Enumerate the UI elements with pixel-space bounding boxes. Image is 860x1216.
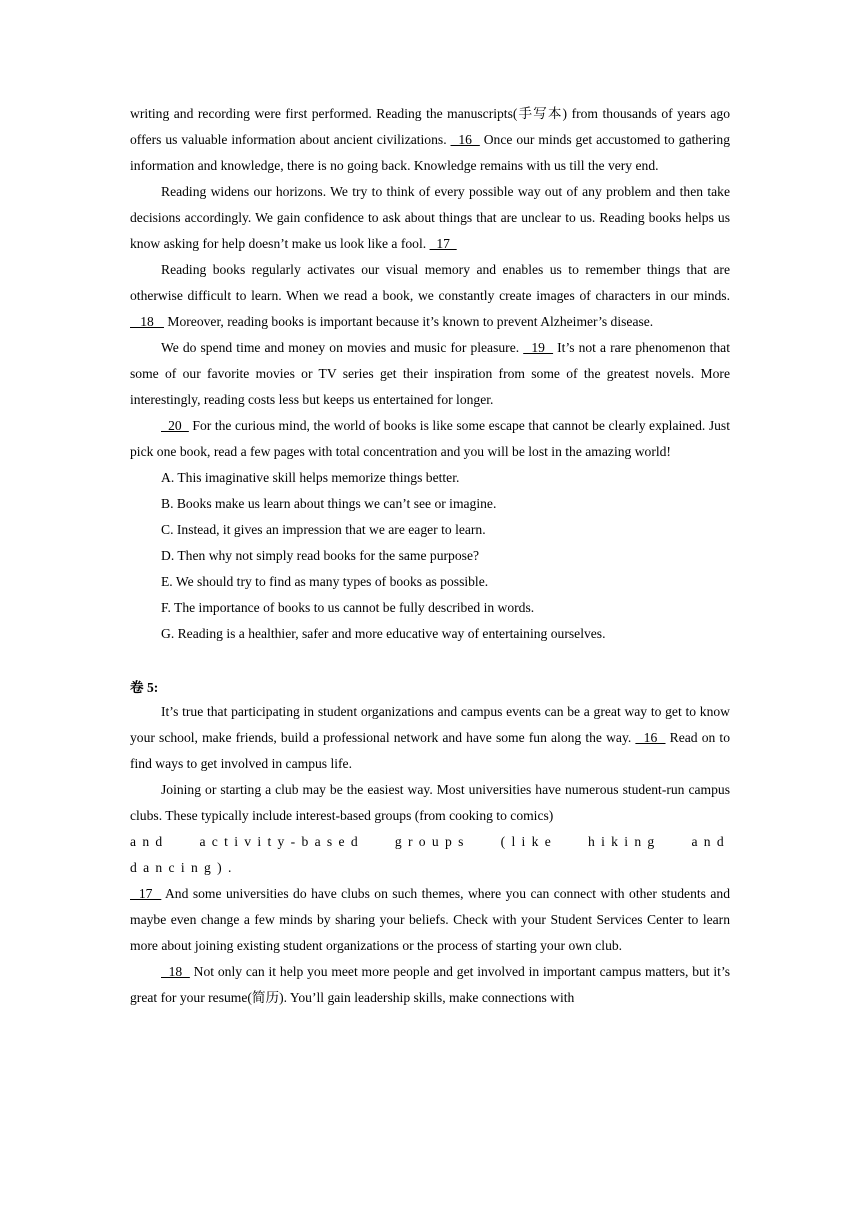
p4-paragraph-2 bbox=[130, 179, 730, 257]
p5-p3-text-1: Not only can it help you meet more people and get involved in important campus matters, but it’s great for your resume(简历). You’ll gain leadership skills, make connections with bbox=[130, 964, 731, 1005]
p4-paragraph-5 bbox=[130, 413, 730, 465]
section-heading: 卷 5: bbox=[130, 680, 159, 695]
blank-17: 17 bbox=[429, 236, 457, 251]
p5-paragraph-1 bbox=[130, 699, 730, 777]
p5-paragraph-2 bbox=[130, 777, 730, 829]
p4-p2-text-1: Reading widens our horizons. We try to think of every possible way out of any problem and then take decisions accordingly. We gain confidence to ask about things that are unclear to us. Reading books helps us know asking for help doesn’t make us look like a fool. bbox=[130, 184, 730, 251]
option-e: E. We should try to find as many types of books as possible. bbox=[161, 574, 489, 589]
section-spacer bbox=[130, 647, 730, 677]
option-c: C. Instead, it gives an impression that we are eager to learn. bbox=[161, 522, 486, 537]
option-d: D. Then why not simply read books for the same purpose? bbox=[161, 548, 480, 563]
p5-paragraph-3 bbox=[130, 959, 730, 1011]
p4-paragraph-1 bbox=[130, 101, 730, 179]
p5-p2-text-1: Joining or starting a club may be the easiest way. Most universities have numerous student-run campus clubs. These typically include interest-based groups (from cooking to comics) bbox=[130, 782, 730, 823]
blank-16: 16 bbox=[450, 132, 480, 147]
p5-paragraph-2-continued bbox=[130, 881, 730, 959]
option-a: A. This imaginative skill helps memorize things better. bbox=[161, 470, 460, 485]
p4-p3-text-2: Moreover, reading books is important because it’s known to prevent Alzheimer’s disease. bbox=[163, 314, 654, 329]
blank-17: 17 bbox=[130, 886, 162, 901]
p4-paragraph-3 bbox=[130, 257, 730, 335]
p4-p5-text-1: For the curious mind, the world of books is like some escape that cannot be clearly explained. Just pick one book, read a few pages with total concentration and you will be lost in the amazing world! bbox=[130, 418, 730, 459]
p4-paragraph-4 bbox=[130, 335, 730, 413]
p4-p3-text-1: Reading books regularly activates our visual memory and enables us to remember things that are otherwise difficult to learn. When we read a book, we constantly create images of characters in our minds. bbox=[130, 262, 730, 303]
blank-18: 18 bbox=[161, 964, 190, 979]
p4-p1-text-2: Once our minds get accustomed to gathering information and knowledge, there is no going back. Knowledge remains with us till the very end. bbox=[130, 132, 730, 173]
p5-paragraph-2-spaced-line: and activity-based groups (like hiking and dancing). bbox=[130, 834, 730, 875]
p5-p1-text-2: Read on to find ways to get involved in campus life. bbox=[130, 730, 731, 771]
blank-18: 18 bbox=[130, 314, 164, 329]
blank-20: 20 bbox=[161, 418, 189, 433]
option-g: G. Reading is a healthier, safer and more educative way of entertaining ourselves. bbox=[161, 626, 606, 641]
p4-p4-text-2: It’s not a rare phenomenon that some of our favorite movies or TV series get their inspiration from some of the greatest novels. More interestingly, reading costs less but keeps us entertained for longer. bbox=[130, 340, 730, 407]
document-page bbox=[130, 101, 730, 1011]
blank-19: 19 bbox=[523, 340, 554, 355]
option-b: B. Books make us learn about things we can’t see or imagine. bbox=[161, 496, 497, 511]
p5-p2b-text-1: And some universities do have clubs on such themes, where you can connect with other students and maybe even change a few minds by sharing your beliefs. Check with your Student Services Center to learn more about joining existing student organizations or the process of starting your own club. bbox=[130, 886, 730, 953]
option-f: F. The importance of books to us cannot be fully described in words. bbox=[161, 600, 535, 615]
blank-16: 16 bbox=[635, 730, 666, 745]
p4-p4-text-1: We do spend time and money on movies and music for pleasure. bbox=[161, 340, 524, 355]
p5-p1-text-1: It’s true that participating in student organizations and campus events can be a great way to get to know your school, make friends, build a professional network and have some fun along the way. bbox=[130, 704, 730, 745]
p4-p1-text-1: writing and recording were first performed. Reading the manuscripts(手写本) from thousands of years ago offers us valuable information about ancient civilizations. bbox=[130, 106, 730, 147]
